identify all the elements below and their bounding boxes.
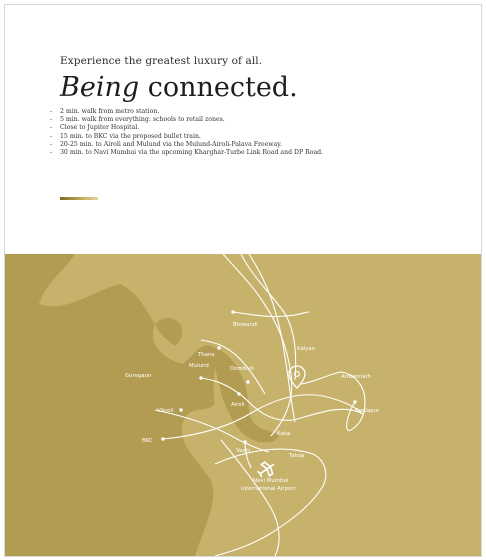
label-bkc: BKC (142, 438, 153, 444)
page-headline (60, 73, 460, 103)
label-ambernath: Ambernath (341, 374, 372, 380)
gold-accent-rule (60, 197, 98, 200)
feature-item: - 20-25 min. to Airoli and Mulund via the Mulund-Airoli-Palava Freeway. (50, 140, 282, 148)
label-bhiwandi: Bhiwandi (233, 322, 258, 328)
feature-item: - Close to Jupiter Hospital. (50, 124, 140, 132)
label-dombivli: Dombivli (230, 366, 254, 372)
station-dot-vashi (243, 440, 246, 443)
label-airoli: Airoli (231, 402, 245, 408)
label-katai: Katai (277, 431, 291, 437)
label-taloja: Taloja (289, 453, 305, 459)
feature-item: - 2 min. walk from metro station. (50, 108, 160, 115)
label-thane: Thane (198, 352, 215, 358)
headline-rest: connected. (139, 72, 298, 103)
label-mulund: Mulund (189, 363, 209, 369)
feature-item: - 15 min. to BKC via the proposed bullet train. (50, 132, 201, 140)
label-vikroli: Vikroli (157, 408, 174, 414)
label-badlapur: Badlapur (355, 408, 380, 414)
label-vashi: Vashi (236, 448, 251, 454)
headline-emphasis: Being (60, 72, 140, 103)
feature-item: - 5 min. walk from everything: schools to retail zones. (50, 116, 225, 124)
station-dot-mulund (199, 376, 202, 379)
station-dot-bhiwandi (231, 310, 234, 313)
feature-item: - 30 min. to Navi Mumbai via the upcoming Kharghar-Turbe Link Road and DP Road. (50, 149, 324, 157)
station-dot-badlapur (353, 400, 356, 403)
station-dot-thane (217, 346, 220, 349)
map-canvas (5, 254, 481, 556)
label-airport-line1: Navi Mumbai (253, 478, 289, 484)
station-dot-dombivli (246, 380, 249, 383)
label-airport-line2: International Airport (241, 486, 296, 492)
kicker-text: Experience the greatest luxury of all. (60, 55, 263, 67)
label-kalyan: Kalyan (297, 346, 316, 352)
feature-list (50, 108, 470, 157)
intro-copy (60, 55, 460, 103)
station-dot-bkc (161, 437, 164, 440)
station-dot-vikroli (179, 408, 182, 411)
connectivity-map (5, 254, 481, 556)
station-dot-airoli (237, 392, 240, 395)
label-goregaon: Goregaon (125, 373, 152, 379)
